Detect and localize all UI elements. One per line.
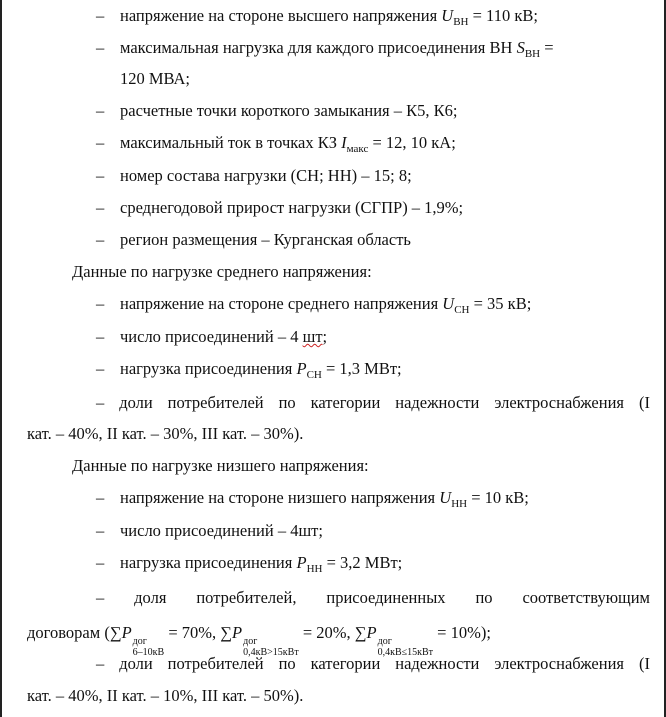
- word: доли: [119, 393, 153, 412]
- list-item-max-current: [2, 129, 664, 157]
- math-subscript: ВН: [453, 16, 469, 28]
- math-symbol: [296, 359, 322, 381]
- list-item-text: среднегодовой прирост нагрузки (СГПР) – 1,9%;: [120, 198, 464, 217]
- section-heading-mv: Данные по нагрузке среднего напряжения:: [72, 262, 372, 281]
- word: доли: [119, 654, 153, 673]
- list-item-text: [120, 294, 532, 316]
- word: доля: [134, 588, 167, 607]
- word: по: [475, 588, 493, 607]
- math-var: P: [296, 553, 307, 572]
- text-span: напряжение на стороне среднего напряжения: [120, 294, 443, 313]
- list-dash: –: [96, 359, 105, 378]
- word: потребителей,: [196, 588, 297, 607]
- list-item-text: [120, 327, 327, 346]
- math-symbol: [296, 553, 323, 575]
- text-span: =: [540, 38, 554, 57]
- word: (I: [638, 393, 650, 412]
- list-item-mv-count: [2, 323, 664, 351]
- math-var: U: [441, 6, 454, 25]
- math-var: P: [366, 623, 377, 642]
- math-subscript: СН: [454, 304, 470, 316]
- text-span: = 12, 10 кА;: [368, 133, 456, 152]
- list-item-region: [2, 226, 664, 254]
- list-dash: –: [96, 488, 105, 507]
- math-superscript: дог: [132, 636, 147, 647]
- text-span: максимальная нагрузка для каждого присоединения ВН: [120, 38, 517, 57]
- list-dash: –: [96, 198, 105, 217]
- math-superscript: дог: [243, 636, 258, 647]
- list-item-lv-load: [2, 549, 664, 577]
- text-span: = 1,3 МВт;: [321, 359, 402, 378]
- math-subscript: ВН: [524, 48, 541, 60]
- word: –: [96, 588, 105, 607]
- math-var: P: [121, 623, 132, 642]
- math-symbol: [442, 294, 470, 316]
- word: потребителей: [167, 393, 264, 412]
- word: надежности: [395, 654, 480, 673]
- text-span: = 110 кВ;: [468, 6, 538, 25]
- math-subscript: СН: [306, 369, 322, 381]
- math-subscript: 0,4кВ>15кВт: [243, 647, 299, 658]
- list-item-text: [120, 359, 402, 381]
- word: по: [278, 393, 296, 412]
- paragraph-lv-contract-line1: [2, 584, 664, 612]
- list-item-lv-voltage: [2, 484, 664, 512]
- text-span: напряжение на стороне высшего напряжения: [120, 6, 442, 25]
- text-span: = 10%);: [433, 623, 491, 642]
- math-symbol: [121, 623, 165, 658]
- list-item-growth: [2, 194, 664, 222]
- word: категории: [310, 393, 381, 412]
- paragraph-mv-share-line2: кат. – 40%, II кат. – 30%, III кат. – 30%).: [27, 424, 304, 443]
- math-symbol: [441, 6, 469, 28]
- paragraph-lv-contract-line2: [2, 617, 664, 658]
- list-item-max-load: [2, 34, 664, 62]
- word: категории: [310, 654, 381, 673]
- list-item-hv-voltage: [2, 2, 664, 30]
- math-subscript: 6–10кВ: [132, 647, 165, 658]
- text-span: = 20%, ∑: [298, 623, 367, 642]
- text-span: число присоединений – 4: [120, 327, 303, 346]
- list-item-load-comp: [2, 162, 664, 190]
- list-item-text: [120, 553, 403, 575]
- list-item-text: число присоединений – 4шт;: [120, 521, 323, 540]
- text-span: ;: [322, 327, 328, 346]
- list-item-text: расчетные точки короткого замыкания – К5, К6;: [120, 101, 458, 120]
- math-var: S: [516, 38, 525, 57]
- spellcheck-word: шт: [302, 327, 323, 346]
- math-symbol: [341, 133, 369, 155]
- list-dash: –: [96, 133, 105, 152]
- math-subscript: 0,4кВ≤15кВт: [377, 647, 434, 658]
- text-span: = 10 кВ;: [467, 488, 529, 507]
- text-span: максимальный ток в точках КЗ: [120, 133, 342, 152]
- word: потребителей: [167, 654, 264, 673]
- math-var: P: [296, 359, 307, 378]
- paragraph-lv-share-line2: кат. – 40%, II кат. – 10%, III кат. – 50%).: [27, 686, 304, 705]
- text-span: = 70%, ∑: [164, 623, 233, 642]
- list-dash: –: [96, 38, 105, 57]
- math-subscript: НН: [306, 563, 323, 575]
- text-span: договорам (∑: [27, 623, 122, 642]
- list-item-continuation: [2, 65, 664, 93]
- word: по: [278, 654, 296, 673]
- list-dash: –: [96, 6, 105, 25]
- math-symbol: [516, 38, 541, 60]
- text-span: = 35 кВ;: [469, 294, 532, 313]
- list-dash: –: [96, 101, 105, 120]
- word: соответствующим: [522, 588, 650, 607]
- list-item-text: регион размещения – Курганская область: [120, 230, 411, 249]
- list-dash: –: [96, 294, 105, 313]
- word: присоединенных: [326, 588, 446, 607]
- math-var: P: [232, 623, 243, 642]
- list-dash: –: [96, 327, 105, 346]
- list-item-lv-count: [2, 517, 664, 545]
- math-symbol: [366, 623, 434, 658]
- math-var: I: [341, 133, 347, 152]
- list-item-text: [120, 133, 456, 155]
- list-item-text: [120, 6, 538, 28]
- list-dash: –: [96, 230, 105, 249]
- word: электроснабжения: [494, 393, 625, 412]
- list-dash: –: [96, 521, 105, 540]
- math-symbol: [439, 488, 468, 510]
- math-subscript: НН: [451, 498, 468, 510]
- paragraph-lv-share-line1: [2, 650, 664, 678]
- list-item-mv-load: [2, 355, 664, 383]
- text-span: 120 МВА;: [120, 69, 191, 88]
- list-item-sc-points: [2, 97, 664, 125]
- word: –: [96, 654, 105, 673]
- list-dash: –: [96, 166, 105, 185]
- list-item-text: [120, 38, 554, 60]
- text-span: напряжение на стороне низшего напряжения: [120, 488, 440, 507]
- paragraph-mv-share-line1: [2, 389, 664, 417]
- word: –: [96, 393, 105, 412]
- list-dash: –: [96, 553, 105, 572]
- list-item-text: номер состава нагрузки (СН; НН) – 15; 8;: [120, 166, 412, 185]
- word: электроснабжения: [494, 654, 625, 673]
- math-superscript: дог: [377, 636, 392, 647]
- math-symbol: [232, 623, 299, 658]
- text-span: нагрузка присоединения: [120, 359, 297, 378]
- section-heading-lv: Данные по нагрузке низшего напряжения:: [72, 456, 369, 475]
- word: надежности: [395, 393, 480, 412]
- math-subscript: макс: [346, 143, 369, 155]
- text-span: = 3,2 МВт;: [322, 553, 403, 572]
- list-item-text: [120, 488, 529, 510]
- text-span: нагрузка присоединения: [120, 553, 297, 572]
- math-var: U: [442, 294, 455, 313]
- list-item-mv-voltage: [2, 290, 664, 318]
- math-var: U: [439, 488, 452, 507]
- word: (I: [638, 654, 650, 673]
